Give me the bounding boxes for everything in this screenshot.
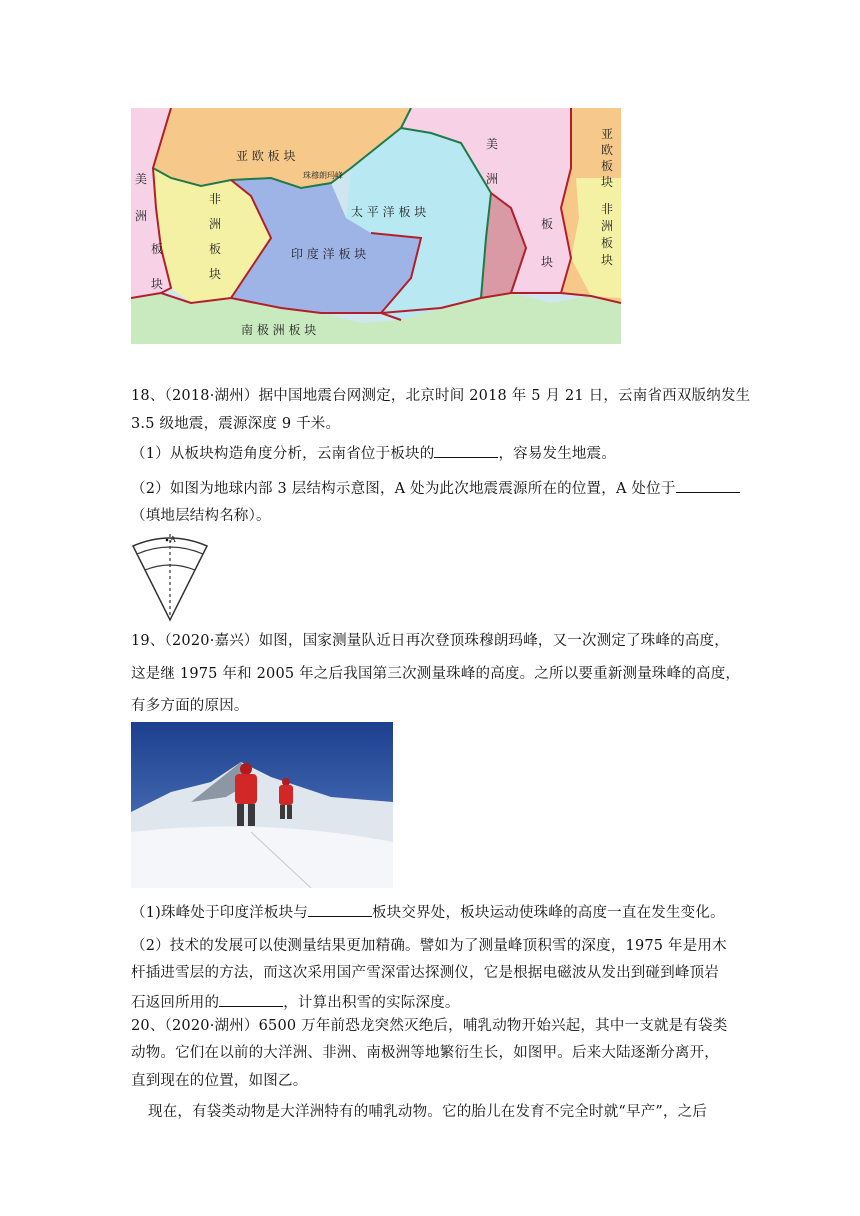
svg-text:美: 美	[135, 172, 148, 186]
everest-photo	[131, 722, 393, 888]
svg-text:板: 板	[601, 159, 614, 173]
q18-part1-text-b: ，容易发生地震。	[498, 446, 617, 462]
q20-line2: 动物。它们在以前的大洋洲、非洲、南极洲等地繁衍生长，如图甲。后来大陆逐渐分离开，	[131, 1045, 719, 1061]
q19-part2-line2: 杆插进雪层的方法，而这次采用国产雪深雷达探测仪，它是根据电磁波从发出到碰到峰顶岩	[131, 965, 719, 981]
q18-blank2[interactable]	[676, 478, 740, 493]
q19-part1	[131, 902, 725, 923]
q18-line1: 18、（2018·湖州）据中国地震台网测定，北京时间 2018 年 5 月 21 日，云南省西双版纳发生	[131, 388, 751, 404]
label-qomolangma: 珠穆朗玛峰	[303, 171, 343, 180]
svg-text:板: 板	[151, 242, 164, 256]
q19-part2-line1: （2）技术的发展可以使测量结果更加精确。譬如为了测量峰顶积雪的深度，1975 年是用木	[131, 938, 727, 954]
svg-text:非: 非	[601, 202, 614, 216]
q20-line4: 现在，有袋类动物是大洋洲特有的哺乳动物。它的胎儿在发育不完全时就“早产”，之后	[148, 1104, 708, 1120]
svg-text:欧: 欧	[601, 143, 614, 157]
q18-part2-text-a: （2）如图为地球内部 3 层结构示意图，A 处为此次地震震源所在的位置，A 处位于	[131, 481, 676, 497]
svg-text:洲: 洲	[601, 219, 614, 233]
q18-part2	[131, 478, 740, 499]
q18-part1	[131, 443, 616, 464]
label-antarctic: 南 极 洲 板 块	[241, 323, 317, 337]
q20-line3: 直到现在的位置，如图乙。	[131, 1073, 308, 1089]
svg-text:亚: 亚	[601, 127, 614, 141]
q19-part2-line3	[131, 992, 460, 1013]
q20-line1: 20、（2020·湖州）6500 万年前恐龙突然灭绝后，哺乳动物开始兴起，其中一支就是有袋类	[131, 1018, 728, 1034]
svg-text:美: 美	[486, 137, 499, 151]
q18-part1-text-a: （1）从板块构造角度分析，云南省位于板块的	[131, 446, 435, 462]
plate-map	[131, 108, 621, 344]
svg-text:块: 块	[601, 175, 614, 189]
earth-layer-diagram	[131, 530, 209, 622]
q19-line1: 19、（2020·嘉兴）如图，国家测量队近日再次登顶珠穆朗玛峰，又一次测定了珠峰的高度，	[131, 633, 730, 649]
q18-part2-line2: （填地层结构名称）。	[131, 508, 271, 524]
svg-text:板: 板	[541, 217, 554, 231]
q19-part2-text-b: ，计算出积雪的实际深度。	[283, 995, 460, 1011]
svg-text:板: 板	[209, 242, 222, 256]
label-pacific: 太 平 洋 板 块	[351, 205, 427, 219]
svg-text:块: 块	[601, 253, 614, 267]
label-indian: 印 度 洋 板 块	[291, 247, 367, 261]
svg-text:块: 块	[151, 277, 164, 291]
q18-blank1[interactable]	[434, 443, 498, 458]
svg-text:洲: 洲	[486, 172, 499, 186]
svg-text:块: 块	[209, 267, 222, 281]
label-eurasia: 亚 欧 板 块	[236, 149, 296, 163]
q19-part2-text-a: 石返回所用的	[131, 995, 220, 1011]
svg-text:洲: 洲	[209, 217, 222, 231]
earth-label-a: A	[170, 535, 176, 544]
svg-text:板: 板	[601, 236, 614, 250]
svg-text:洲: 洲	[135, 209, 148, 223]
q19-blank2[interactable]	[219, 992, 283, 1007]
q19-part1-text-a: （1)珠峰处于印度洋板块与	[131, 905, 308, 921]
svg-text:块: 块	[541, 255, 554, 269]
svg-text:非: 非	[209, 192, 222, 206]
q19-line3: 有多方面的原因。	[131, 698, 249, 714]
q18-line2: 3.5 级地震，震源深度 9 千米。	[131, 416, 341, 432]
q19-part1-text-b: 板块交界处，板块运动使珠峰的高度一直在发生变化。	[371, 905, 725, 921]
q19-blank1[interactable]	[308, 902, 372, 917]
q19-line2: 这是继 1975 年和 2005 年之后我国第三次测量珠峰的高度。之所以要重新测量珠峰的高度，	[131, 666, 741, 682]
